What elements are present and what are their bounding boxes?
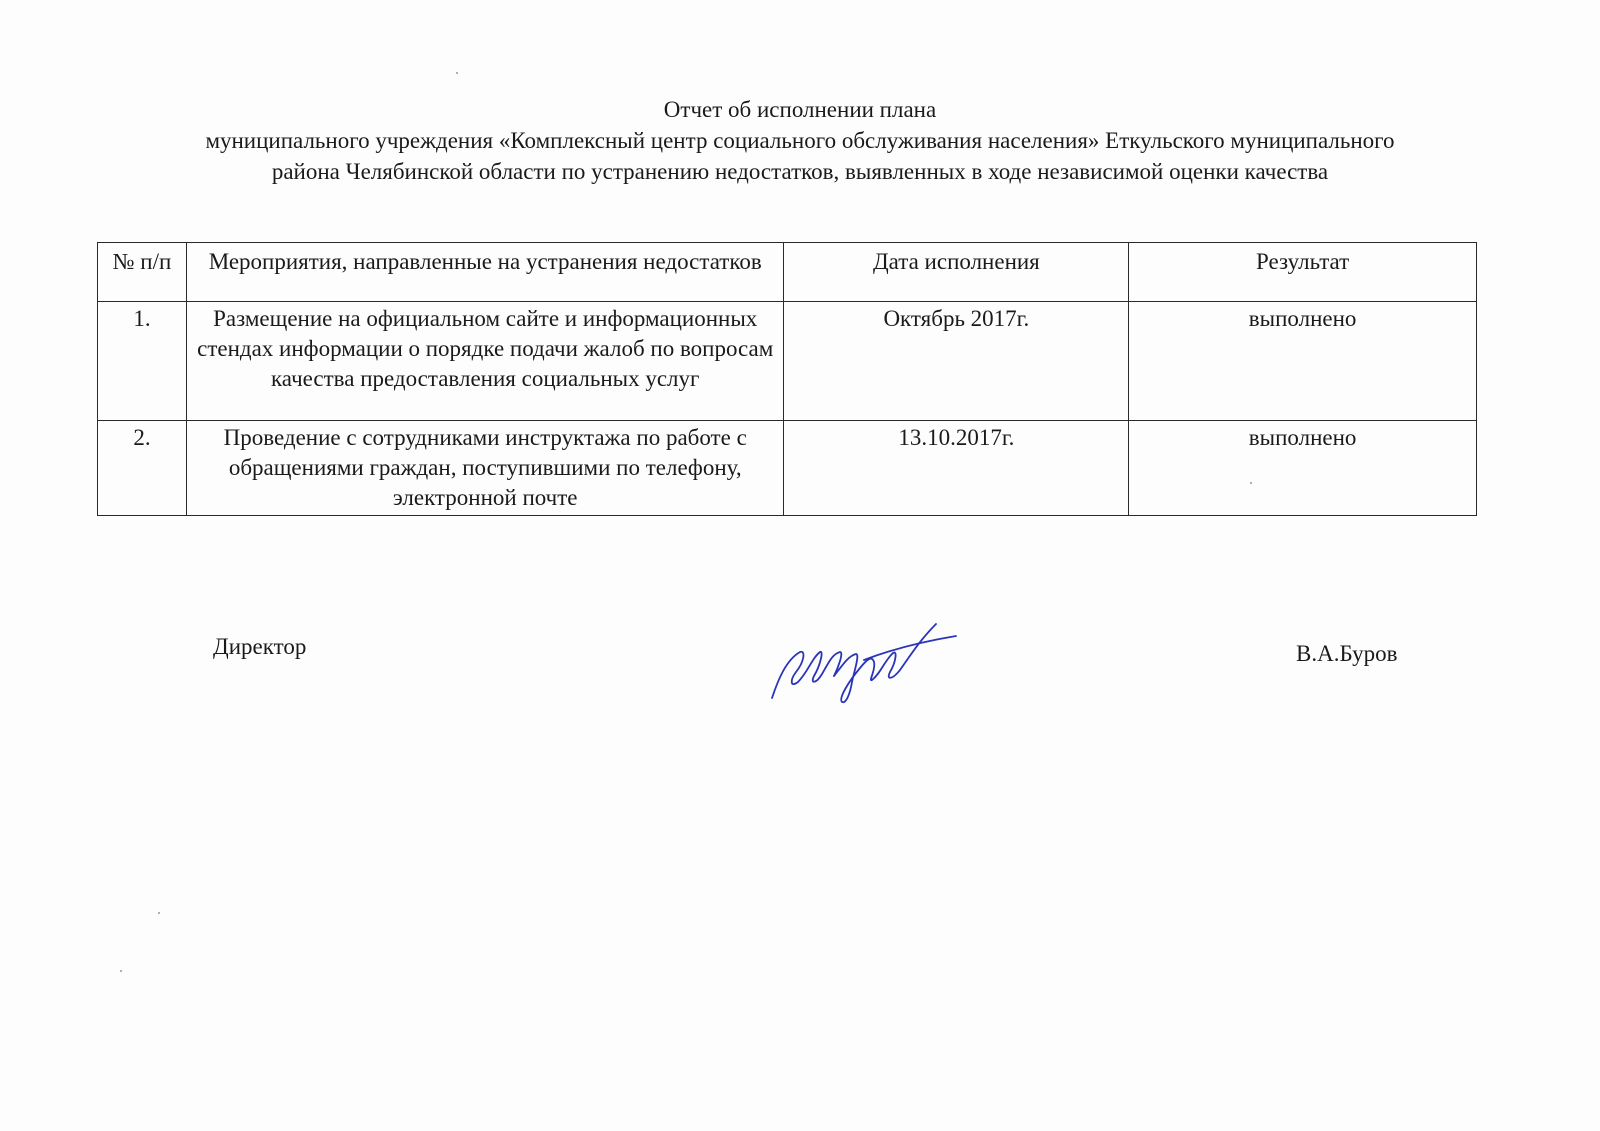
scan-speck [158, 912, 160, 914]
scan-speck [1250, 482, 1252, 484]
title-line-1: Отчет об исполнении плана [663, 97, 937, 122]
scan-speck [120, 970, 122, 972]
row-number: 2. [98, 421, 187, 516]
handwritten-signature [760, 610, 960, 710]
table-row [98, 421, 1477, 516]
table-row [98, 302, 1477, 421]
row-date: 13.10.2017г. [784, 421, 1129, 516]
header-action: Мероприятия, направленные на устранения недостатков [186, 243, 784, 302]
row-date: Октябрь 2017г. [784, 302, 1129, 421]
signer-position: Директор [213, 634, 307, 659]
signer-name: В.А.Буров [1296, 641, 1398, 666]
table-header-row [98, 243, 1477, 302]
row-action: Проведение с сотрудниками инструктажа по работе с обращениями граждан, поступившими по телефону, электронной почте [186, 421, 784, 516]
title-line-2: муниципального учреждения «Комплексный центр социального обслуживания населения» Еткульского муниципального [205, 128, 1395, 153]
report-title [100, 94, 1500, 187]
header-result: Результат [1129, 243, 1477, 302]
header-number: № п/п [98, 243, 187, 302]
title-line-3: района Челябинской области по устранению недостатков, выявленных в ходе независимой оценки качества [271, 159, 1329, 184]
row-action: Размещение на официальном сайте и информационных стендах информации о порядке подачи жалоб по вопросам качества предоставления социальных услуг [186, 302, 784, 421]
header-date: Дата исполнения [784, 243, 1129, 302]
scan-speck [456, 72, 458, 74]
row-result: выполнено [1129, 302, 1477, 421]
report-table [97, 242, 1477, 516]
row-result: выполнено [1129, 421, 1477, 516]
row-number: 1. [98, 302, 187, 421]
